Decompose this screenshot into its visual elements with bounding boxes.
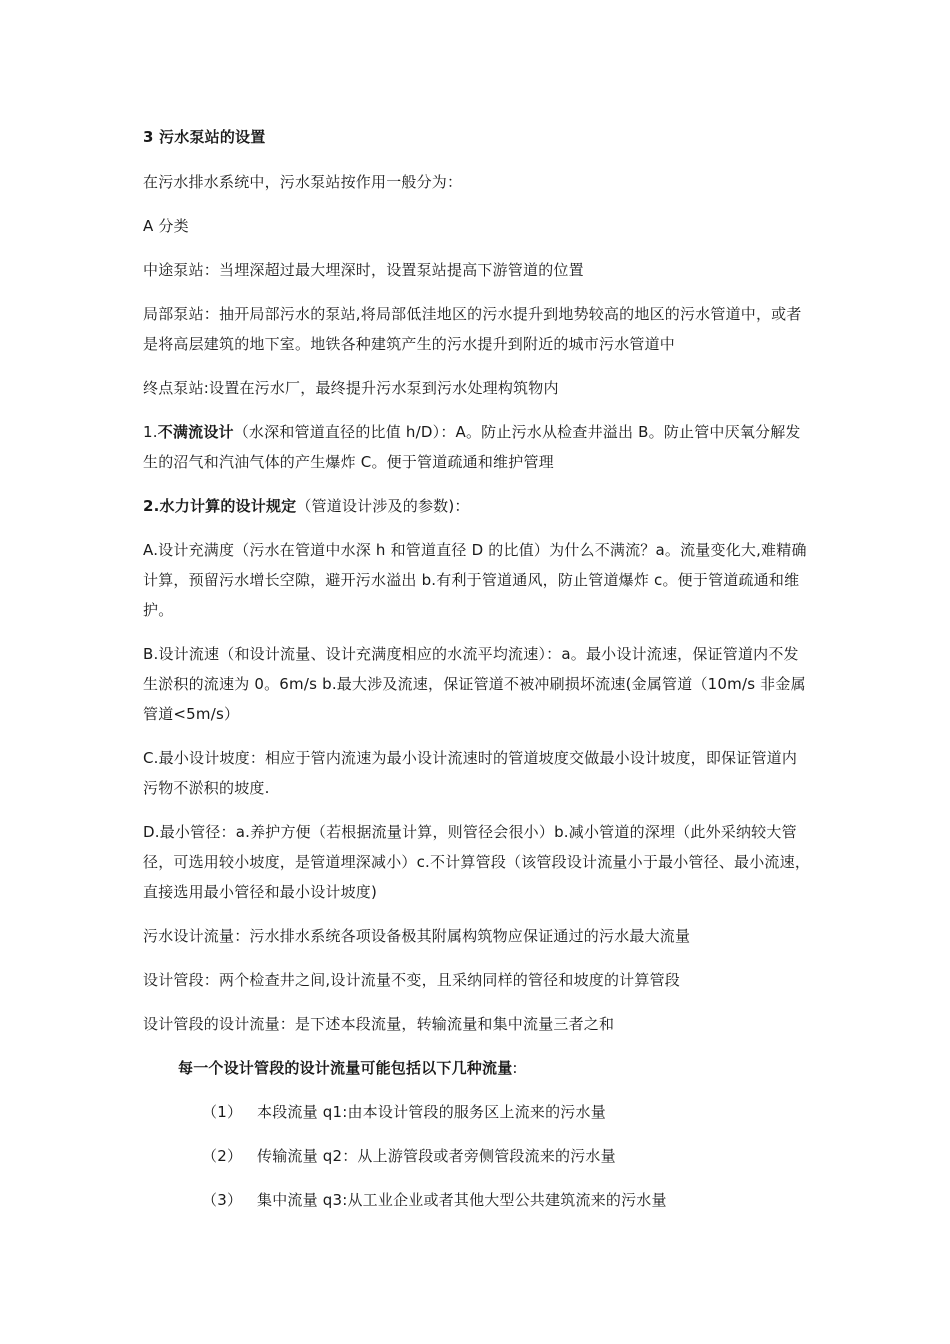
document-body [143,122,811,1229]
design-fullness-paragraph: A.设计充满度（污水在管道中水深 h 和管道直径 D 的比值）为什么不满流？a。流量变化大,难精确计算，预留污水增长空隙，避开污水溢出 b.有利于管道通风，防止管道爆炸 c。便于管道疏通和维护。 [143,541,807,619]
item-2-prefix: 2. [143,497,160,515]
flow-types-heading-text: 每一个设计管段的设计流量可能包括以下几种流量 [178,1059,513,1077]
min-slope-paragraph: C.最小设计坡度：相应于管内流速为最小设计流速时的管道坡度交做最小设计坡度，即保证管道内污物不淤积的坡度. [143,749,798,797]
segment-flow-definition: 设计管段的设计流量：是下述本段流量，转输流量和集中流量三者之和 [143,1015,615,1033]
midway-station-paragraph: 中途泵站：当埋深超过最大埋深时，设置泵站提高下游管道的位置 [143,261,584,279]
local-station-paragraph: 局部泵站：抽开局部污水的泵站,将局部低洼地区的污水提升到地势较高的地区的污水管道中，或者是将高层建筑的地下室。地铁各种建筑产生的污水提升到附近的城市污水管道中 [143,305,802,353]
list-item-number: （2） [202,1147,243,1165]
classification-label: A 分类 [143,217,189,235]
design-flow-definition: 污水设计流量：污水排水系统各项设备极其附属构筑物应保证通过的污水最大流量 [143,927,691,945]
flow-types-heading [143,1053,811,1083]
item-2-body: （管道设计涉及的参数)： [296,497,470,515]
design-velocity-paragraph: B.设计流速（和设计流量、设计充满度相应的水流平均流速）：a。最小设计流速，保证管道内不发生淤积的流速为 0。6m/s b.最大涉及流速，保证管道不被冲刷损坏流速(金属管道（10m/s 非金属管道<5m/s） [143,645,806,723]
item-1-paragraph [143,417,811,477]
terminal-station-paragraph: 终点泵站:设置在污水厂，最终提升污水泵到污水处理构筑物内 [143,379,559,397]
design-segment-definition: 设计管段：两个检查井之间,设计流量不变，且采纳同样的管径和坡度的计算管段 [143,971,680,989]
list-item [143,1097,811,1127]
list-item-number: （1） [202,1103,243,1121]
list-item-text: 传输流量 q2：从上游管段或者旁侧管段流来的污水量 [257,1147,616,1165]
item-2-paragraph [143,491,811,521]
list-item [143,1185,811,1215]
list-item-text: 本段流量 q1:由本设计管段的服务区上流来的污水量 [257,1103,606,1121]
item-1-body: （水深和管道直径的比值 h/D）：A。防止污水从检查井溢出 B。防止管中厌氧分解发生的沼气和汽油气体的产生爆炸 C。便于管道疏通和维护管理 [143,423,801,471]
min-diameter-paragraph: D.最小管径：a.养护方便（若根据流量计算，则管径会很小）b.减小管道的深埋（此外采纳较大管径，可选用较小坡度，是管道埋深减小）c.不计算管段（该管段设计流量小于最小管径、最小流速，直接选用最小管径和最小设计坡度) [143,823,811,901]
section-title: 3 污水泵站的设置 [143,128,266,146]
item-2-heading: 水力计算的设计规定 [159,497,297,515]
item-1-heading: 不满流设计 [157,423,234,441]
intro-paragraph: 在污水排水系统中，污水泵站按作用一般分为： [143,173,463,191]
item-1-prefix: 1. [143,423,158,441]
list-item [143,1141,811,1171]
flow-types-heading-colon: : [512,1059,518,1077]
list-item-number: （3） [202,1191,243,1209]
list-item-text: 集中流量 q3:从工业企业或者其他大型公共建筑流来的污水量 [257,1191,667,1209]
